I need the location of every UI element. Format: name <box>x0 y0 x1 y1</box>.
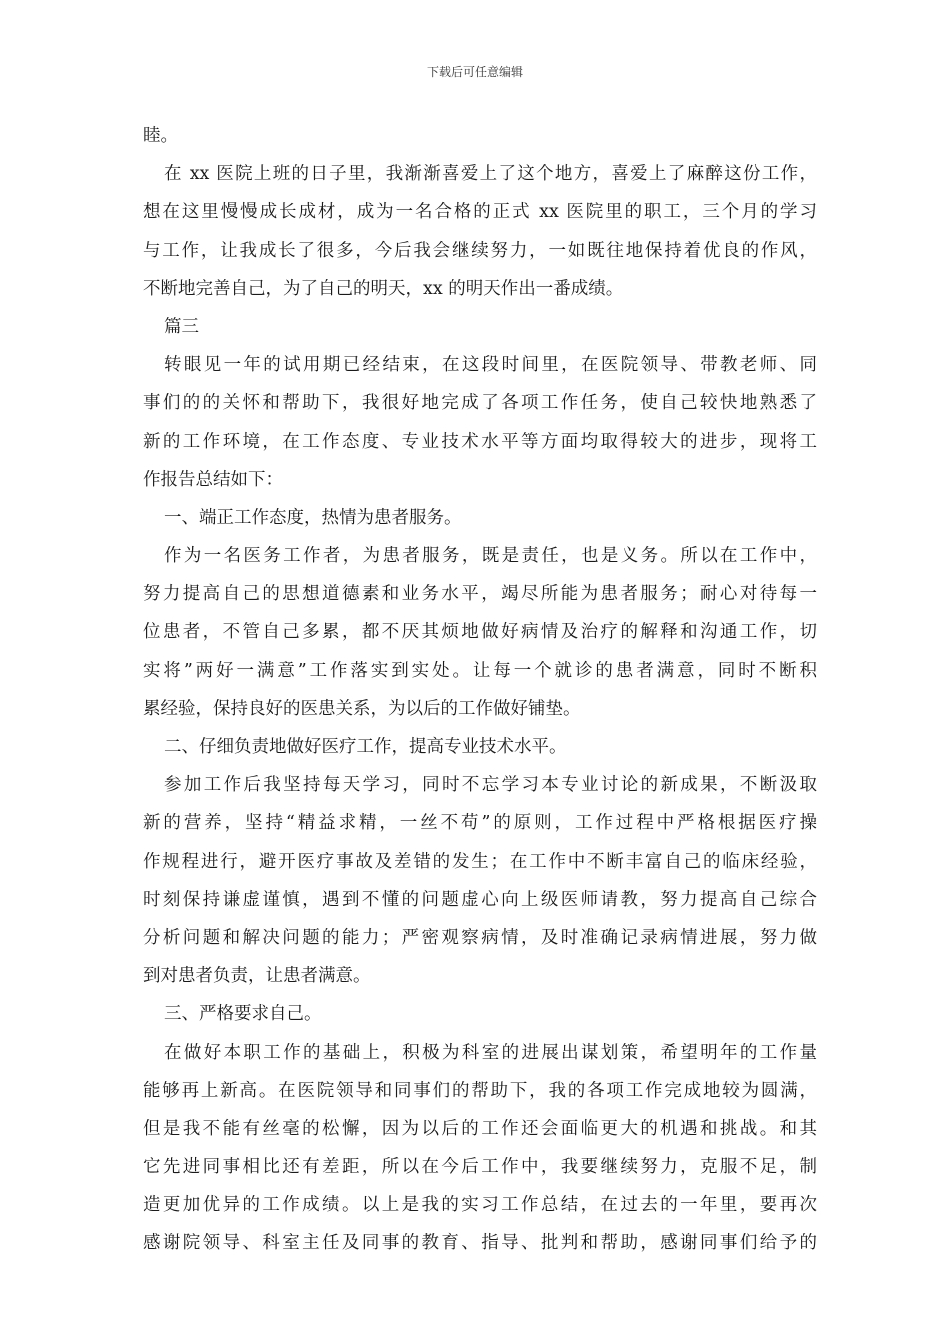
text-line: 在 xx 医院上班的日子里，我渐渐喜爱上了这个地方，喜爱上了麻醉这份工作， <box>164 164 817 185</box>
text-line: 新的营养，坚持“精益求精，一丝不苟”的原则，工作过程中严格根据医疗操 <box>143 813 817 834</box>
text-line: 时刻保持谦虚谨慎，遇到不懂的问题虚心向上级医师请教，努力提高自己综合 <box>143 889 817 910</box>
text-line: 三、严格要求自己。 <box>164 1004 322 1025</box>
text-line: 与工作，让我成长了很多，今后我会继续努力，一如既往地保持着优良的作风， <box>143 240 817 261</box>
text-line: 在做好本职工作的基础上，积极为科室的进展出谋划策，希望明年的工作量 <box>164 1042 817 1063</box>
text-line: 到对患者负责，让患者满意。 <box>143 966 371 987</box>
text-line: 事们的的关怀和帮助下，我很好地完成了各项工作任务，使自己较快地熟悉了 <box>143 393 817 414</box>
text-line: 不断地完善自己，为了自己的明天，xx 的明天作出一番成绩。 <box>143 278 624 299</box>
text-line: 能够再上新高。在医院领导和同事们的帮助下，我的各项工作完成地较为圆满， <box>143 1080 817 1101</box>
text-line: 参加工作后我坚持每天学习，同时不忘学习本专业讨论的新成果，不断汲取 <box>164 775 817 796</box>
text-line: 一、端正工作态度，热情为患者服务。 <box>164 507 462 528</box>
text-line: 作报告总结如下： <box>143 469 283 490</box>
text-line: 篇三 <box>164 316 199 337</box>
text-line: 位患者，不管自己多累，都不厌其烦地做好病情及治疗的解释和沟通工作，切 <box>143 622 817 643</box>
text-line: 努力提高自己的思想道德素和业务水平，竭尽所能为患者服务；耐心对待每一 <box>143 584 817 605</box>
text-line: 但是我不能有丝毫的松懈，因为以后的工作还会面临更大的机遇和挑战。和其 <box>143 1118 817 1139</box>
document-body <box>143 117 817 1263</box>
text-line: 想在这里慢慢成长成材，成为一名合格的正式 xx 医院里的职工，三个月的学习 <box>143 202 817 223</box>
text-line: 作规程进行，避开医疗事故及差错的发生；在工作中不断丰富自己的临床经验， <box>143 851 817 872</box>
text-line: 睦。 <box>143 126 178 146</box>
text-line: 它先进同事相比还有差距，所以在今后工作中，我要继续努力，克服不足，制 <box>143 1157 817 1178</box>
text-line: 感谢院领导、科室主任及同事的教育、指导、批判和帮助，感谢同事们给予的 <box>143 1233 817 1254</box>
text-line: 累经验，保持良好的医患关系，为以后的工作做好铺垫。 <box>143 698 581 719</box>
page-header: 下载后可任意编辑 <box>426 65 523 79</box>
text-line: 作为一名医务工作者，为患者服务，既是责任，也是义务。所以在工作中， <box>164 546 817 567</box>
text-line: 二、仔细负责地做好医疗工作，提高专业技术水平。 <box>164 737 567 757</box>
text-line: 造更加优异的工作成绩。以上是我的实习工作总结，在过去的一年里，要再次 <box>143 1195 817 1216</box>
text-line: 分析问题和解决问题的能力；严密观察病情，及时准确记录病情进展，努力做 <box>143 927 817 948</box>
text-line: 新的工作环境，在工作态度、专业技术水平等方面均取得较大的进步，现将工 <box>143 431 817 452</box>
text-line: 实将”两好一满意”工作落实到实处。让每一个就诊的患者满意，同时不断积 <box>143 660 817 681</box>
text-line: 转眼见一年的试用期已经结束，在这段时间里，在医院领导、带教老师、同 <box>164 355 817 376</box>
